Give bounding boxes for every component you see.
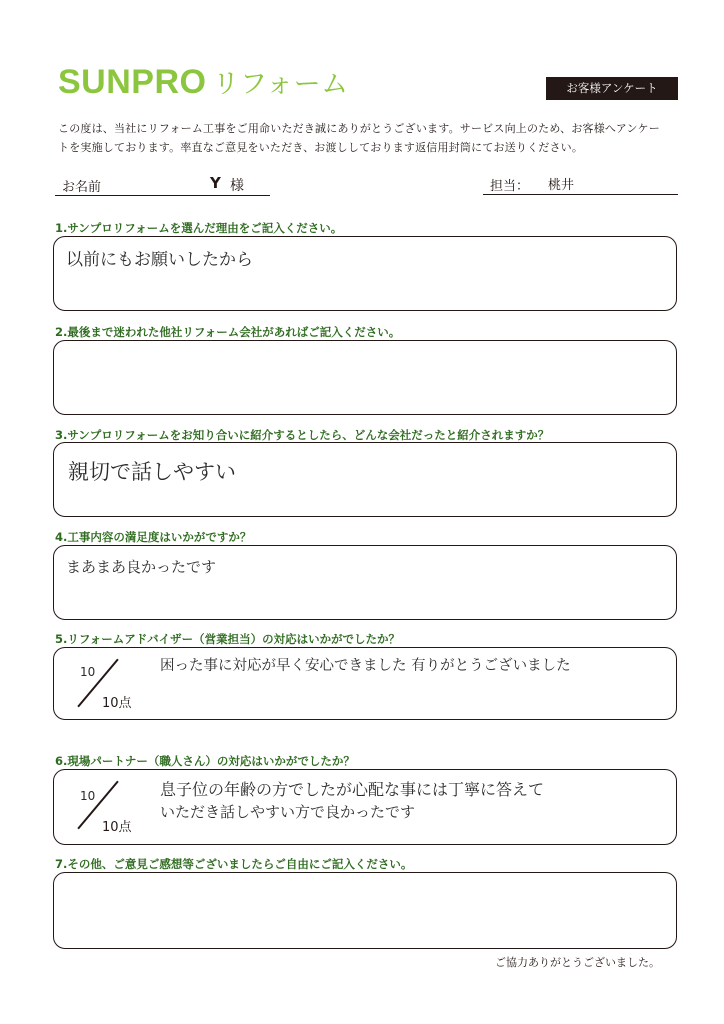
answer-6-line-1: 息子位の年齢の方でしたが心配な事には丁寧に答えて [160, 780, 545, 799]
name-label: お名前 [62, 180, 102, 195]
score-5-points-label: 10点 [102, 696, 132, 711]
question-5-label: 5.リフォームアドバイザー（営業担当）の対応はいかがでしたか？ [55, 632, 401, 646]
score-6-points-label: 10点 [102, 820, 132, 835]
answer-box-2 [53, 340, 677, 415]
survey-badge: お客様アンケート [546, 77, 678, 100]
staff-underline [483, 194, 678, 195]
name-suffix: 様 [230, 178, 244, 194]
question-4-label: 4.工事内容の満足度はいかがですか？ [55, 530, 252, 544]
answer-3-text: 親切で話しやすい [68, 460, 236, 484]
sunpro-reform-logo [58, 62, 349, 102]
score-6-handwritten: 10 [80, 789, 96, 803]
question-7-label: 7.その他、ご意見ご感想等ございましたらご自由にご記入ください。 [55, 857, 413, 871]
intro-line-1: この度は、当社にリフォーム工事をご用命いただき誠にありがとうございます。サービス向上のため、お客様へアンケー [58, 122, 660, 135]
answer-box-7 [53, 872, 677, 949]
name-underline [55, 195, 270, 196]
staff-value: 桃井 [548, 178, 575, 193]
score-5-handwritten: 10 [80, 665, 96, 679]
answer-5-text: 困った事に対応が早く安心できました 有りがとうございました [160, 658, 571, 674]
logo-sub: リフォーム [212, 69, 349, 100]
staff-label: 担当： [490, 179, 530, 194]
footer-thanks: ご協力ありがとうございました。 [495, 956, 660, 969]
answer-4-text: まあまあ良かったです [66, 558, 217, 576]
name-value: Y [210, 174, 221, 192]
question-3-label: 3.サンプロリフォームをお知り合いに紹介するとしたら、どんな会社だったと紹介されますか？ [55, 428, 550, 442]
question-6-label: 6.現場パートナー（職人さん）の対応はいかがでしたか？ [55, 754, 355, 768]
question-2-label: 2.最後まで迷われた他社リフォーム会社があればご記入ください。 [55, 325, 401, 339]
intro-line-2: トを実施しております。率直なご意見をいただき、お渡ししております返信用封筒にてお送りください。 [58, 141, 584, 154]
answer-1-text: 以前にもお願いしたから [66, 250, 253, 270]
logo-brand: SUNPRO [58, 63, 207, 101]
answer-6-line-2: いただき話しやすい方で良かったです [160, 803, 416, 821]
question-1-label: 1.サンプロリフォームを選んだ理由をご記入ください。 [55, 221, 343, 235]
